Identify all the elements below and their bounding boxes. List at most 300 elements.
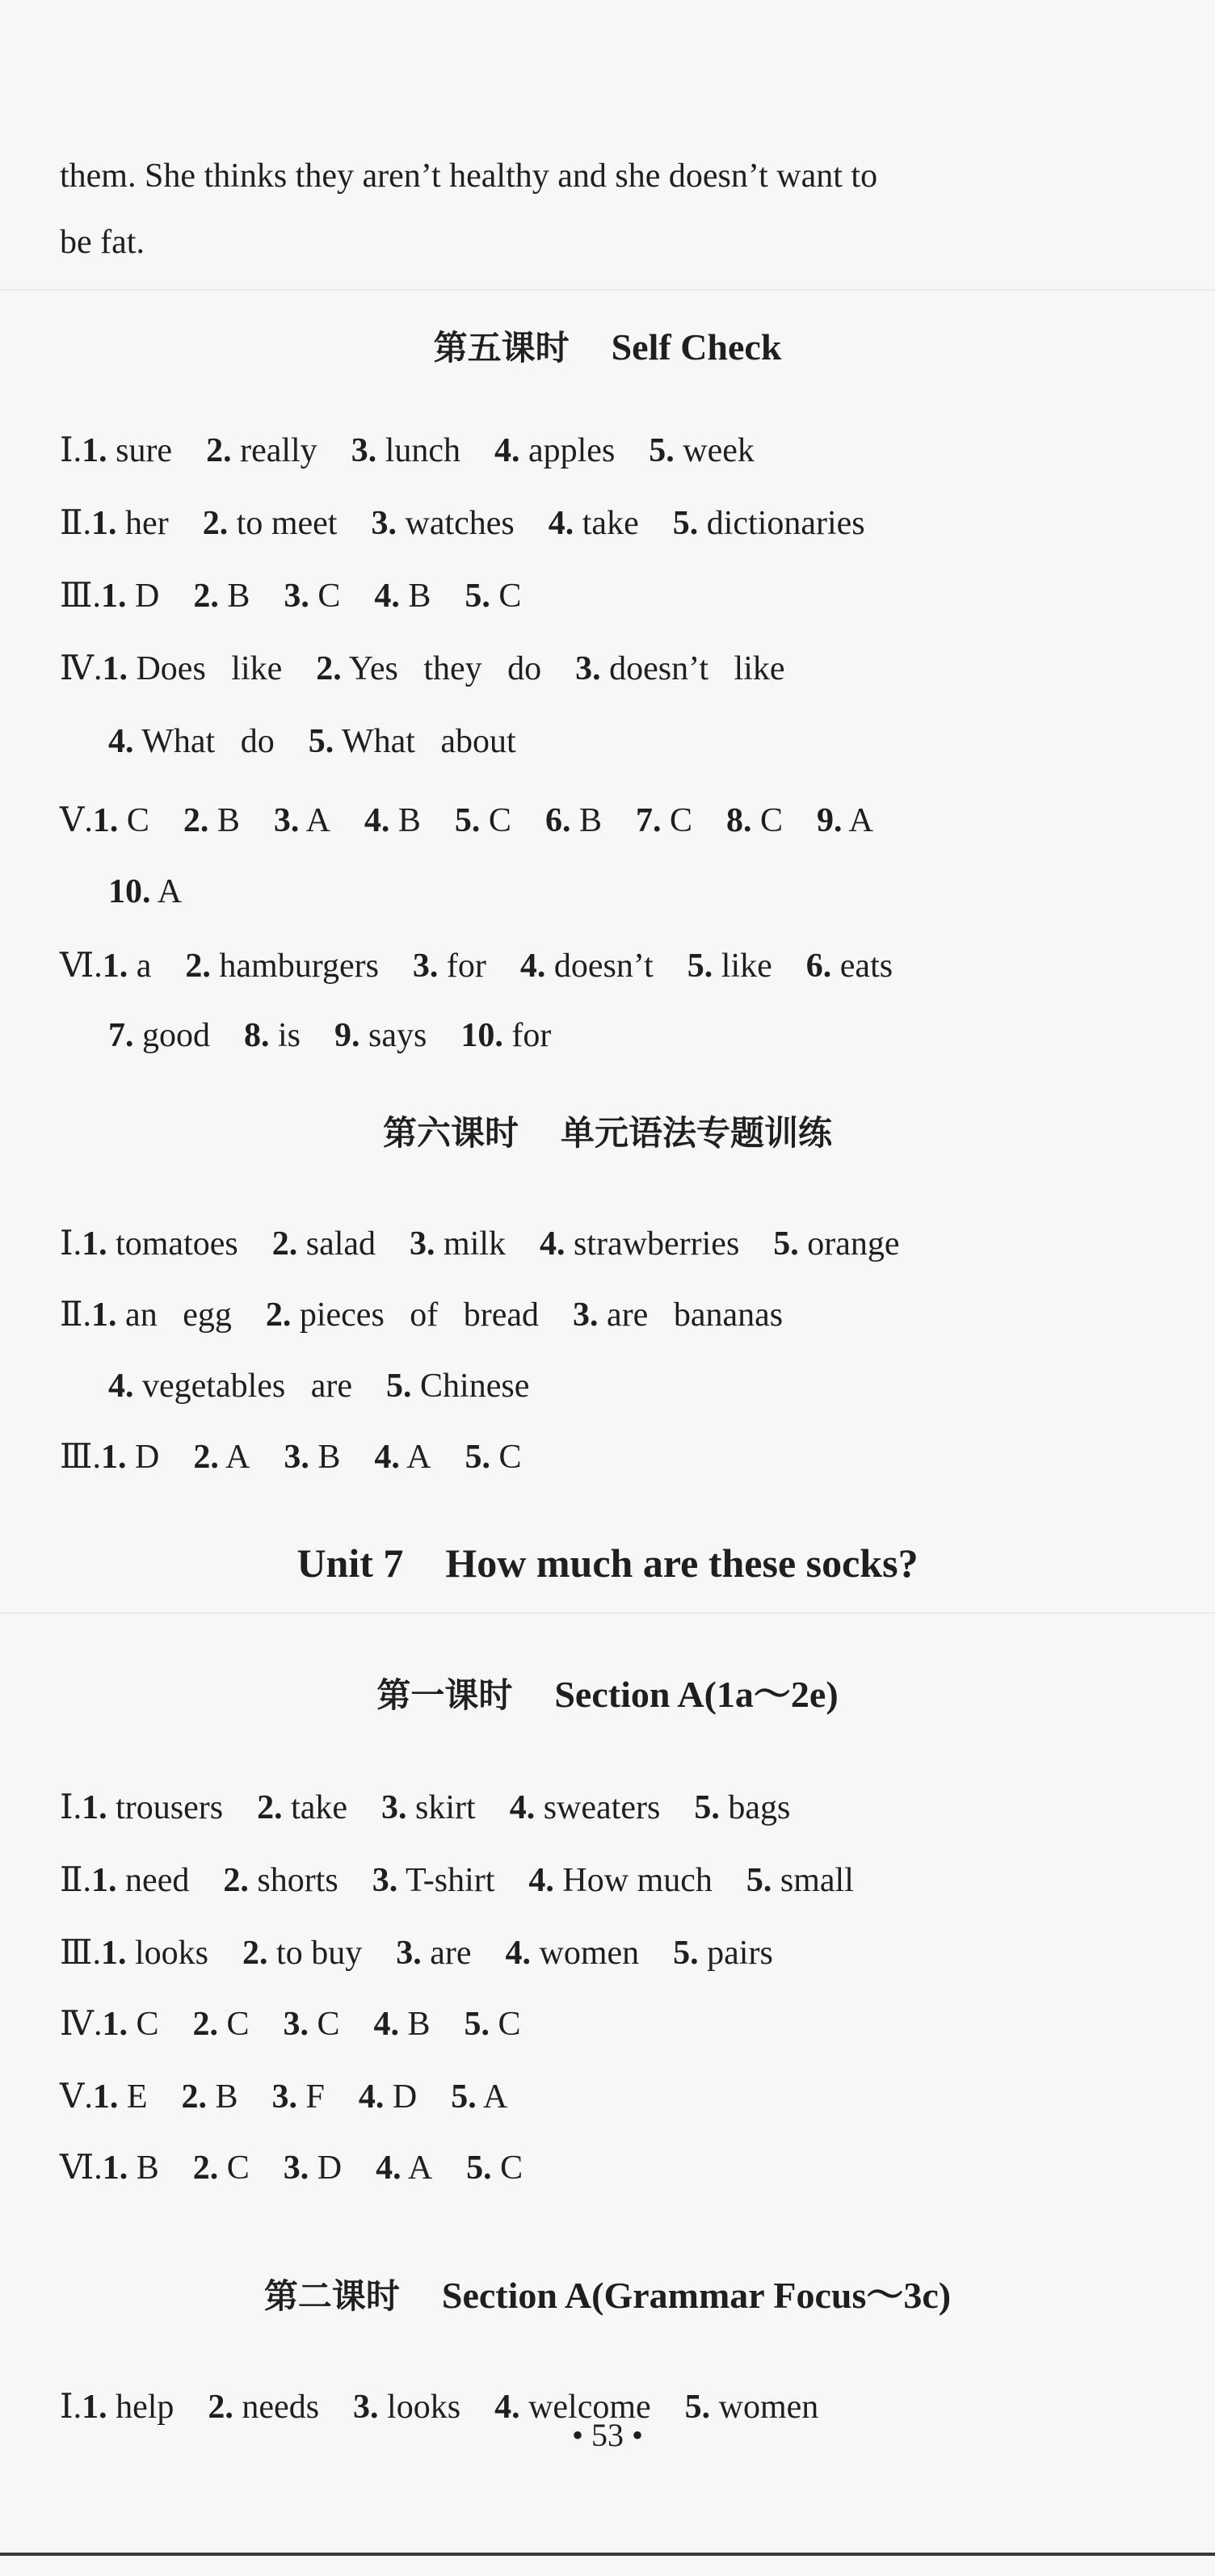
answer-item bbox=[185, 948, 379, 985]
answer-row bbox=[60, 501, 1134, 546]
answer-item bbox=[101, 1935, 208, 1972]
answer-item bbox=[82, 432, 172, 469]
answer-item bbox=[108, 873, 182, 910]
answer-row bbox=[60, 798, 1134, 843]
item-number: 1. bbox=[82, 1789, 107, 1826]
item-number: 2. bbox=[206, 432, 232, 469]
item-number: 3. bbox=[412, 948, 439, 985]
item-number: 3. bbox=[410, 1225, 435, 1263]
answer-item bbox=[773, 1225, 899, 1263]
item-answer: need bbox=[125, 1862, 190, 1899]
item-number: 5. bbox=[454, 802, 481, 839]
answer-item bbox=[284, 578, 340, 615]
answer-row bbox=[60, 1858, 1134, 1903]
answer-item bbox=[316, 650, 541, 687]
item-answer: pieces of bread bbox=[299, 1296, 540, 1334]
item-number: 10. bbox=[460, 1017, 503, 1054]
item-number: 5. bbox=[466, 2149, 492, 2187]
answer-item bbox=[381, 1789, 476, 1826]
answer-row bbox=[60, 646, 1134, 691]
item-number: 4. bbox=[108, 723, 134, 760]
item-number: 2. bbox=[181, 2078, 207, 2116]
item-number: 1. bbox=[91, 1296, 117, 1334]
item-answer: her bbox=[125, 505, 169, 542]
item-answer: E bbox=[126, 2078, 148, 2116]
item-number: 7. bbox=[108, 1017, 134, 1054]
roman-numeral: Ⅵ. bbox=[60, 2149, 103, 2187]
item-answer: C bbox=[136, 2006, 159, 2043]
item-answer: B bbox=[408, 578, 431, 615]
item-answer: lunch bbox=[385, 432, 460, 469]
answer-item bbox=[371, 505, 514, 542]
item-answer: T-shirt bbox=[405, 1862, 495, 1899]
item-number: 2. bbox=[316, 650, 342, 687]
answer-item bbox=[374, 2006, 431, 2043]
item-number: 3. bbox=[284, 1439, 309, 1476]
item-answer: doesn’t bbox=[553, 948, 654, 985]
item-answer: D bbox=[317, 2149, 343, 2187]
answer-item bbox=[636, 802, 692, 839]
item-answer: for bbox=[446, 948, 486, 985]
item-number: 1. bbox=[101, 1439, 127, 1476]
item-answer: dictionaries bbox=[706, 505, 865, 542]
answer-item bbox=[673, 1935, 773, 1972]
roman-numeral: Ⅳ. bbox=[60, 2006, 103, 2043]
item-answer: B bbox=[217, 802, 240, 839]
answer-row bbox=[108, 1364, 1134, 1409]
item-answer: sure bbox=[116, 432, 173, 469]
roman-numeral: Ⅳ. bbox=[60, 650, 103, 687]
item-answer: take bbox=[291, 1789, 348, 1826]
item-answer: really bbox=[240, 432, 317, 469]
item-answer: skirt bbox=[415, 1789, 476, 1826]
item-number: 4. bbox=[358, 2078, 385, 2116]
roman-numeral: Ⅱ. bbox=[60, 1862, 92, 1899]
answer-item bbox=[284, 2149, 342, 2187]
item-answer: like bbox=[721, 948, 772, 985]
intro-line: be fat. bbox=[60, 224, 145, 261]
item-answer: strawberries bbox=[574, 1225, 740, 1263]
item-answer: C bbox=[500, 2149, 523, 2187]
section-heading bbox=[0, 1108, 1215, 1158]
answer-item bbox=[465, 578, 521, 615]
lesson-label: 第二课时 bbox=[263, 2276, 400, 2316]
item-number: 4. bbox=[494, 432, 520, 469]
answer-item bbox=[103, 948, 152, 985]
answer-row bbox=[108, 869, 1134, 914]
answer-item bbox=[91, 1862, 189, 1899]
item-answer: B bbox=[215, 2078, 238, 2116]
item-number: 5. bbox=[672, 505, 699, 542]
item-number: 4. bbox=[505, 1935, 531, 1972]
item-number: 2. bbox=[202, 505, 229, 542]
item-answer: D bbox=[392, 2078, 418, 2116]
item-answer: A bbox=[848, 802, 874, 839]
item-answer: B bbox=[407, 2006, 431, 2043]
answer-item bbox=[396, 1935, 471, 1972]
answer-item bbox=[266, 1296, 539, 1334]
item-answer: C bbox=[669, 802, 692, 839]
answer-item bbox=[528, 1862, 712, 1899]
item-number: 1. bbox=[91, 505, 117, 542]
item-number: 5. bbox=[465, 578, 490, 615]
item-answer: are bbox=[430, 1935, 472, 1972]
answer-item bbox=[192, 2006, 249, 2043]
lesson-title: Section A(1a～2e) bbox=[554, 1674, 839, 1715]
item-number: 1. bbox=[91, 1862, 117, 1899]
item-answer: for bbox=[511, 1017, 552, 1054]
item-number: 4. bbox=[364, 802, 390, 839]
item-number: 3. bbox=[573, 1296, 599, 1334]
item-answer: C bbox=[759, 802, 783, 839]
item-answer: B bbox=[397, 802, 421, 839]
item-answer: take bbox=[582, 505, 639, 542]
answer-item bbox=[274, 802, 330, 839]
item-answer: A bbox=[157, 873, 183, 910]
item-answer: A bbox=[225, 1439, 250, 1476]
item-number: 1. bbox=[102, 2149, 128, 2187]
item-number: 3. bbox=[283, 2149, 309, 2187]
item-number: 2. bbox=[265, 1296, 292, 1334]
item-answer: salad bbox=[305, 1225, 376, 1263]
item-number: 3. bbox=[353, 2389, 379, 2426]
answer-item bbox=[505, 1935, 639, 1972]
item-answer: B bbox=[227, 578, 250, 615]
item-number: 3. bbox=[381, 1789, 407, 1826]
item-number: 2. bbox=[271, 1225, 298, 1263]
answer-row bbox=[60, 2002, 1134, 2047]
item-number: 2. bbox=[223, 1862, 249, 1899]
lesson-title: Section A(Grammar Focus～3c) bbox=[441, 2275, 952, 2316]
roman-numeral: Ⅰ. bbox=[60, 1789, 82, 1826]
answer-item bbox=[103, 2149, 159, 2187]
item-number: 3. bbox=[372, 1862, 398, 1899]
answer-item bbox=[374, 1439, 431, 1476]
answer-item bbox=[284, 2006, 340, 2043]
item-number: 9. bbox=[816, 802, 843, 839]
item-answer: eats bbox=[839, 948, 893, 985]
answer-item bbox=[746, 1862, 854, 1899]
item-answer: C bbox=[226, 2149, 250, 2187]
item-answer: watches bbox=[405, 505, 515, 542]
answer-item bbox=[102, 2006, 158, 2043]
roman-numeral: Ⅱ. bbox=[60, 505, 92, 542]
answer-item bbox=[374, 578, 431, 615]
item-answer: C bbox=[317, 578, 341, 615]
fold-line bbox=[0, 289, 1215, 292]
roman-numeral: Ⅲ. bbox=[60, 578, 102, 615]
item-number: 5. bbox=[464, 2006, 490, 2043]
item-number: 4. bbox=[494, 2389, 520, 2426]
roman-numeral: Ⅱ. bbox=[60, 1296, 92, 1334]
answer-item bbox=[182, 2078, 238, 2116]
item-number: 3. bbox=[351, 432, 377, 469]
item-number: 1. bbox=[82, 432, 107, 469]
answer-item bbox=[101, 1439, 159, 1476]
item-number: 5. bbox=[684, 2389, 711, 2426]
lesson-title: Self Check bbox=[611, 326, 782, 368]
item-number: 3. bbox=[575, 650, 601, 687]
item-answer: B bbox=[136, 2149, 159, 2187]
item-number: 3. bbox=[273, 802, 300, 839]
answer-item bbox=[575, 650, 784, 687]
answer-row bbox=[60, 428, 1134, 473]
item-answer: A bbox=[482, 2078, 508, 2116]
item-answer: is bbox=[278, 1017, 301, 1054]
item-number: 5. bbox=[694, 1789, 720, 1826]
item-number: 4. bbox=[519, 948, 546, 985]
answer-item bbox=[451, 2078, 507, 2116]
item-number: 3. bbox=[284, 578, 309, 615]
item-answer: to meet bbox=[236, 505, 338, 542]
item-answer: A bbox=[305, 802, 330, 839]
answer-item bbox=[82, 1789, 223, 1826]
item-answer: needs bbox=[242, 2389, 320, 2426]
lesson-label: 第六课时 bbox=[382, 1113, 519, 1153]
item-number: 4. bbox=[528, 1862, 554, 1899]
item-number: 5. bbox=[386, 1368, 412, 1405]
item-number: 1. bbox=[102, 948, 128, 985]
item-answer: orange bbox=[807, 1225, 900, 1263]
answer-item bbox=[93, 802, 149, 839]
item-number: 4. bbox=[374, 1439, 400, 1476]
item-number: 1. bbox=[92, 2078, 119, 2116]
answer-item bbox=[244, 1017, 301, 1054]
roman-numeral: Ⅴ. bbox=[60, 2078, 93, 2116]
answer-item bbox=[372, 1862, 495, 1899]
item-number: 5. bbox=[649, 432, 675, 469]
item-number: 1. bbox=[92, 802, 119, 839]
item-number: 1. bbox=[101, 1935, 127, 1972]
item-number: 4. bbox=[509, 1789, 536, 1826]
answer-row bbox=[108, 719, 1134, 764]
answer-item bbox=[410, 1225, 506, 1263]
item-answer: C bbox=[498, 578, 522, 615]
item-answer: hamburgers bbox=[219, 948, 379, 985]
answer-item bbox=[726, 802, 783, 839]
item-number: 5. bbox=[308, 723, 334, 760]
item-answer: F bbox=[305, 2078, 325, 2116]
item-number: 2. bbox=[257, 1789, 283, 1826]
item-number: 7. bbox=[635, 802, 662, 839]
answer-item bbox=[510, 1789, 661, 1826]
item-number: 2. bbox=[192, 2006, 218, 2043]
answer-row bbox=[60, 1435, 1134, 1480]
answer-item bbox=[272, 2078, 325, 2116]
answer-item bbox=[376, 2149, 432, 2187]
answer-item bbox=[257, 1789, 347, 1826]
item-number: 6. bbox=[544, 802, 571, 839]
answer-item bbox=[694, 1789, 790, 1826]
item-answer: women bbox=[539, 1935, 640, 1972]
item-answer: good bbox=[142, 1017, 210, 1054]
answer-row bbox=[108, 1013, 1134, 1058]
answer-item bbox=[272, 1225, 376, 1263]
answer-row bbox=[60, 2145, 1134, 2191]
answer-item bbox=[102, 650, 282, 687]
roman-numeral: Ⅵ. bbox=[60, 948, 103, 985]
item-number: 5. bbox=[687, 948, 713, 985]
answer-item bbox=[806, 948, 893, 985]
item-number: 6. bbox=[805, 948, 832, 985]
item-answer: C bbox=[498, 2006, 521, 2043]
item-answer: C bbox=[226, 2006, 250, 2043]
answer-item bbox=[223, 1862, 338, 1899]
answer-item bbox=[108, 1017, 210, 1054]
item-answer: vegetables are bbox=[142, 1368, 353, 1405]
item-number: 4. bbox=[373, 2006, 400, 2043]
answer-item bbox=[465, 2006, 521, 2043]
roman-numeral: Ⅰ. bbox=[60, 432, 82, 469]
item-number: 8. bbox=[725, 802, 752, 839]
item-answer: A bbox=[407, 2149, 433, 2187]
intro-line: them. She thinks they aren’t healthy and she doesn’t want to bbox=[60, 158, 878, 195]
item-answer: Does like bbox=[136, 650, 283, 687]
answer-row bbox=[60, 574, 1134, 619]
item-answer: looks bbox=[135, 1935, 209, 1972]
answer-item bbox=[91, 1296, 232, 1334]
item-number: 2. bbox=[193, 1439, 219, 1476]
item-answer: sweaters bbox=[543, 1789, 661, 1826]
page-number: • 53 • bbox=[571, 2417, 643, 2453]
item-answer: C bbox=[126, 802, 149, 839]
item-answer: week bbox=[683, 432, 755, 469]
answer-item bbox=[334, 1017, 427, 1054]
item-answer: milk bbox=[444, 1225, 507, 1263]
answer-item bbox=[649, 432, 755, 469]
item-answer: B bbox=[578, 802, 602, 839]
answer-item bbox=[494, 432, 615, 469]
answer-row bbox=[60, 1221, 1134, 1267]
answer-item bbox=[413, 948, 486, 985]
answer-item bbox=[101, 578, 159, 615]
answer-item bbox=[93, 2078, 148, 2116]
item-answer: says bbox=[368, 1017, 427, 1054]
item-answer: help bbox=[116, 2389, 174, 2426]
answer-item bbox=[183, 802, 240, 839]
item-answer: C bbox=[498, 1439, 522, 1476]
answer-item bbox=[284, 1439, 340, 1476]
item-answer: C bbox=[317, 2006, 340, 2043]
item-answer: an egg bbox=[125, 1296, 232, 1334]
item-number: 3. bbox=[283, 2006, 309, 2043]
item-answer: What do bbox=[141, 723, 275, 760]
section-heading bbox=[0, 1670, 1215, 1720]
item-number: 1. bbox=[101, 578, 127, 615]
answer-item bbox=[203, 505, 338, 542]
answer-row bbox=[60, 1931, 1134, 1976]
item-answer: C bbox=[488, 802, 511, 839]
item-number: 5. bbox=[746, 1862, 772, 1899]
answer-item bbox=[193, 2149, 250, 2187]
item-number: 4. bbox=[548, 505, 574, 542]
unit-heading bbox=[0, 1539, 1215, 1587]
lesson-title: 单元语法专题训练 bbox=[561, 1113, 833, 1153]
answer-item bbox=[673, 505, 865, 542]
item-number: 2. bbox=[242, 1935, 268, 1972]
item-answer: bags bbox=[728, 1789, 791, 1826]
answer-item bbox=[573, 1296, 783, 1334]
answer-item bbox=[82, 1225, 238, 1263]
bottom-rule bbox=[0, 2553, 1215, 2556]
item-answer: Yes they do bbox=[348, 650, 542, 687]
answer-row bbox=[60, 2074, 1134, 2120]
answer-item bbox=[193, 578, 250, 615]
fold-line bbox=[0, 1612, 1215, 1615]
item-answer: pairs bbox=[707, 1935, 773, 1972]
answer-item bbox=[364, 802, 421, 839]
unit-number: Unit 7 bbox=[296, 1540, 404, 1586]
item-answer: shorts bbox=[257, 1862, 338, 1899]
roman-numeral: Ⅰ. bbox=[60, 2389, 82, 2426]
answer-item bbox=[466, 2149, 523, 2187]
item-answer: trousers bbox=[116, 1789, 224, 1826]
item-answer: looks bbox=[387, 2389, 461, 2426]
item-number: 1. bbox=[102, 650, 128, 687]
item-number: 4. bbox=[376, 2149, 401, 2187]
answer-item bbox=[309, 723, 516, 760]
item-number: 9. bbox=[334, 1017, 360, 1054]
answer-row bbox=[60, 943, 1134, 989]
roman-numeral: Ⅲ. bbox=[60, 1439, 102, 1476]
item-answer: B bbox=[317, 1439, 341, 1476]
item-number: 2. bbox=[193, 578, 219, 615]
item-number: 1. bbox=[102, 2006, 128, 2043]
lesson-label: 第一课时 bbox=[376, 1675, 513, 1715]
roman-numeral: Ⅲ. bbox=[60, 1935, 102, 1972]
answer-item bbox=[545, 802, 602, 839]
item-answer: apples bbox=[528, 432, 616, 469]
answer-item bbox=[206, 432, 317, 469]
item-number: 4. bbox=[108, 1368, 134, 1405]
roman-numeral: Ⅰ. bbox=[60, 1225, 82, 1263]
answer-item bbox=[817, 802, 873, 839]
answer-item bbox=[108, 723, 275, 760]
item-number: 2. bbox=[183, 802, 209, 839]
roman-numeral: Ⅴ. bbox=[60, 802, 93, 839]
section-heading bbox=[0, 323, 1215, 372]
unit-title: How much are these socks? bbox=[445, 1540, 919, 1586]
item-answer: D bbox=[135, 578, 160, 615]
answer-item bbox=[351, 432, 460, 469]
item-number: 5. bbox=[773, 1225, 799, 1263]
answer-item bbox=[687, 948, 772, 985]
item-answer: to buy bbox=[276, 1935, 363, 1972]
answer-item bbox=[108, 1368, 352, 1405]
answer-row bbox=[60, 1785, 1134, 1830]
answer-item bbox=[359, 2078, 417, 2116]
item-answer: are bananas bbox=[607, 1296, 784, 1334]
item-answer: tomatoes bbox=[116, 1225, 238, 1263]
item-answer: women bbox=[718, 2389, 819, 2426]
item-answer: doesn’t like bbox=[609, 650, 785, 687]
item-answer: Chinese bbox=[420, 1368, 530, 1405]
item-number: 3. bbox=[371, 505, 397, 542]
lesson-label: 第五课时 bbox=[433, 328, 570, 368]
answer-item bbox=[520, 948, 654, 985]
item-number: 2. bbox=[192, 2149, 219, 2187]
answer-item bbox=[460, 1017, 551, 1054]
answer-item bbox=[465, 1439, 521, 1476]
item-answer: welcome bbox=[528, 2389, 651, 2426]
answer-item bbox=[540, 1225, 739, 1263]
item-number: 3. bbox=[271, 2078, 298, 2116]
item-answer: A bbox=[406, 1439, 431, 1476]
item-number: 10. bbox=[108, 873, 151, 910]
answer-row bbox=[60, 1292, 1134, 1338]
answer-item bbox=[91, 505, 169, 542]
answer-item bbox=[242, 1935, 362, 1972]
